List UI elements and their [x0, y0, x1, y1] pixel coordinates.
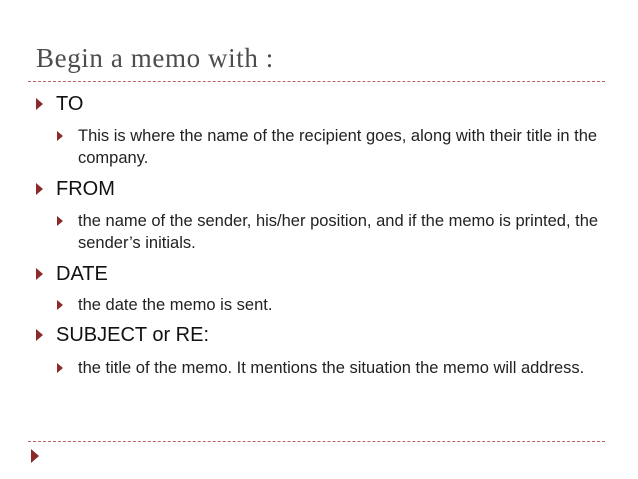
sub-bullet-to	[57, 125, 602, 169]
bullet-arrow-icon	[36, 329, 43, 341]
footer-divider	[28, 441, 605, 442]
sub-bullet-subject	[57, 357, 602, 379]
sub-bullet-text: This is where the name of the recipient goes, along with their title in the company.	[78, 127, 598, 167]
sub-bullet-from	[57, 210, 602, 254]
sub-bullet-arrow-icon	[57, 131, 63, 141]
sub-bullet-text: the date the memo is sent.	[78, 296, 273, 314]
footer-arrow-icon	[31, 449, 39, 463]
sub-bullet-date	[57, 294, 602, 316]
slide-title: Begin a memo with :	[36, 43, 274, 73]
title-divider	[28, 81, 605, 82]
sub-bullet-text: the title of the memo. It mentions the situation the memo will address.	[78, 359, 585, 377]
sub-bullet-text: the name of the sender, his/her position, and if the memo is printed, the sender’s initials.	[78, 212, 599, 252]
sub-bullet-arrow-icon	[57, 300, 63, 310]
bullet-heading: TO	[56, 93, 84, 115]
sub-bullet-arrow-icon	[57, 216, 63, 226]
bullet-arrow-icon	[36, 183, 43, 195]
bullet-heading: DATE	[56, 263, 108, 285]
bullet-arrow-icon	[36, 268, 43, 280]
sub-bullet-arrow-icon	[57, 363, 63, 373]
bullet-heading: SUBJECT or RE:	[56, 324, 209, 346]
bullet-arrow-icon	[36, 98, 43, 110]
bullet-heading: FROM	[56, 178, 115, 200]
